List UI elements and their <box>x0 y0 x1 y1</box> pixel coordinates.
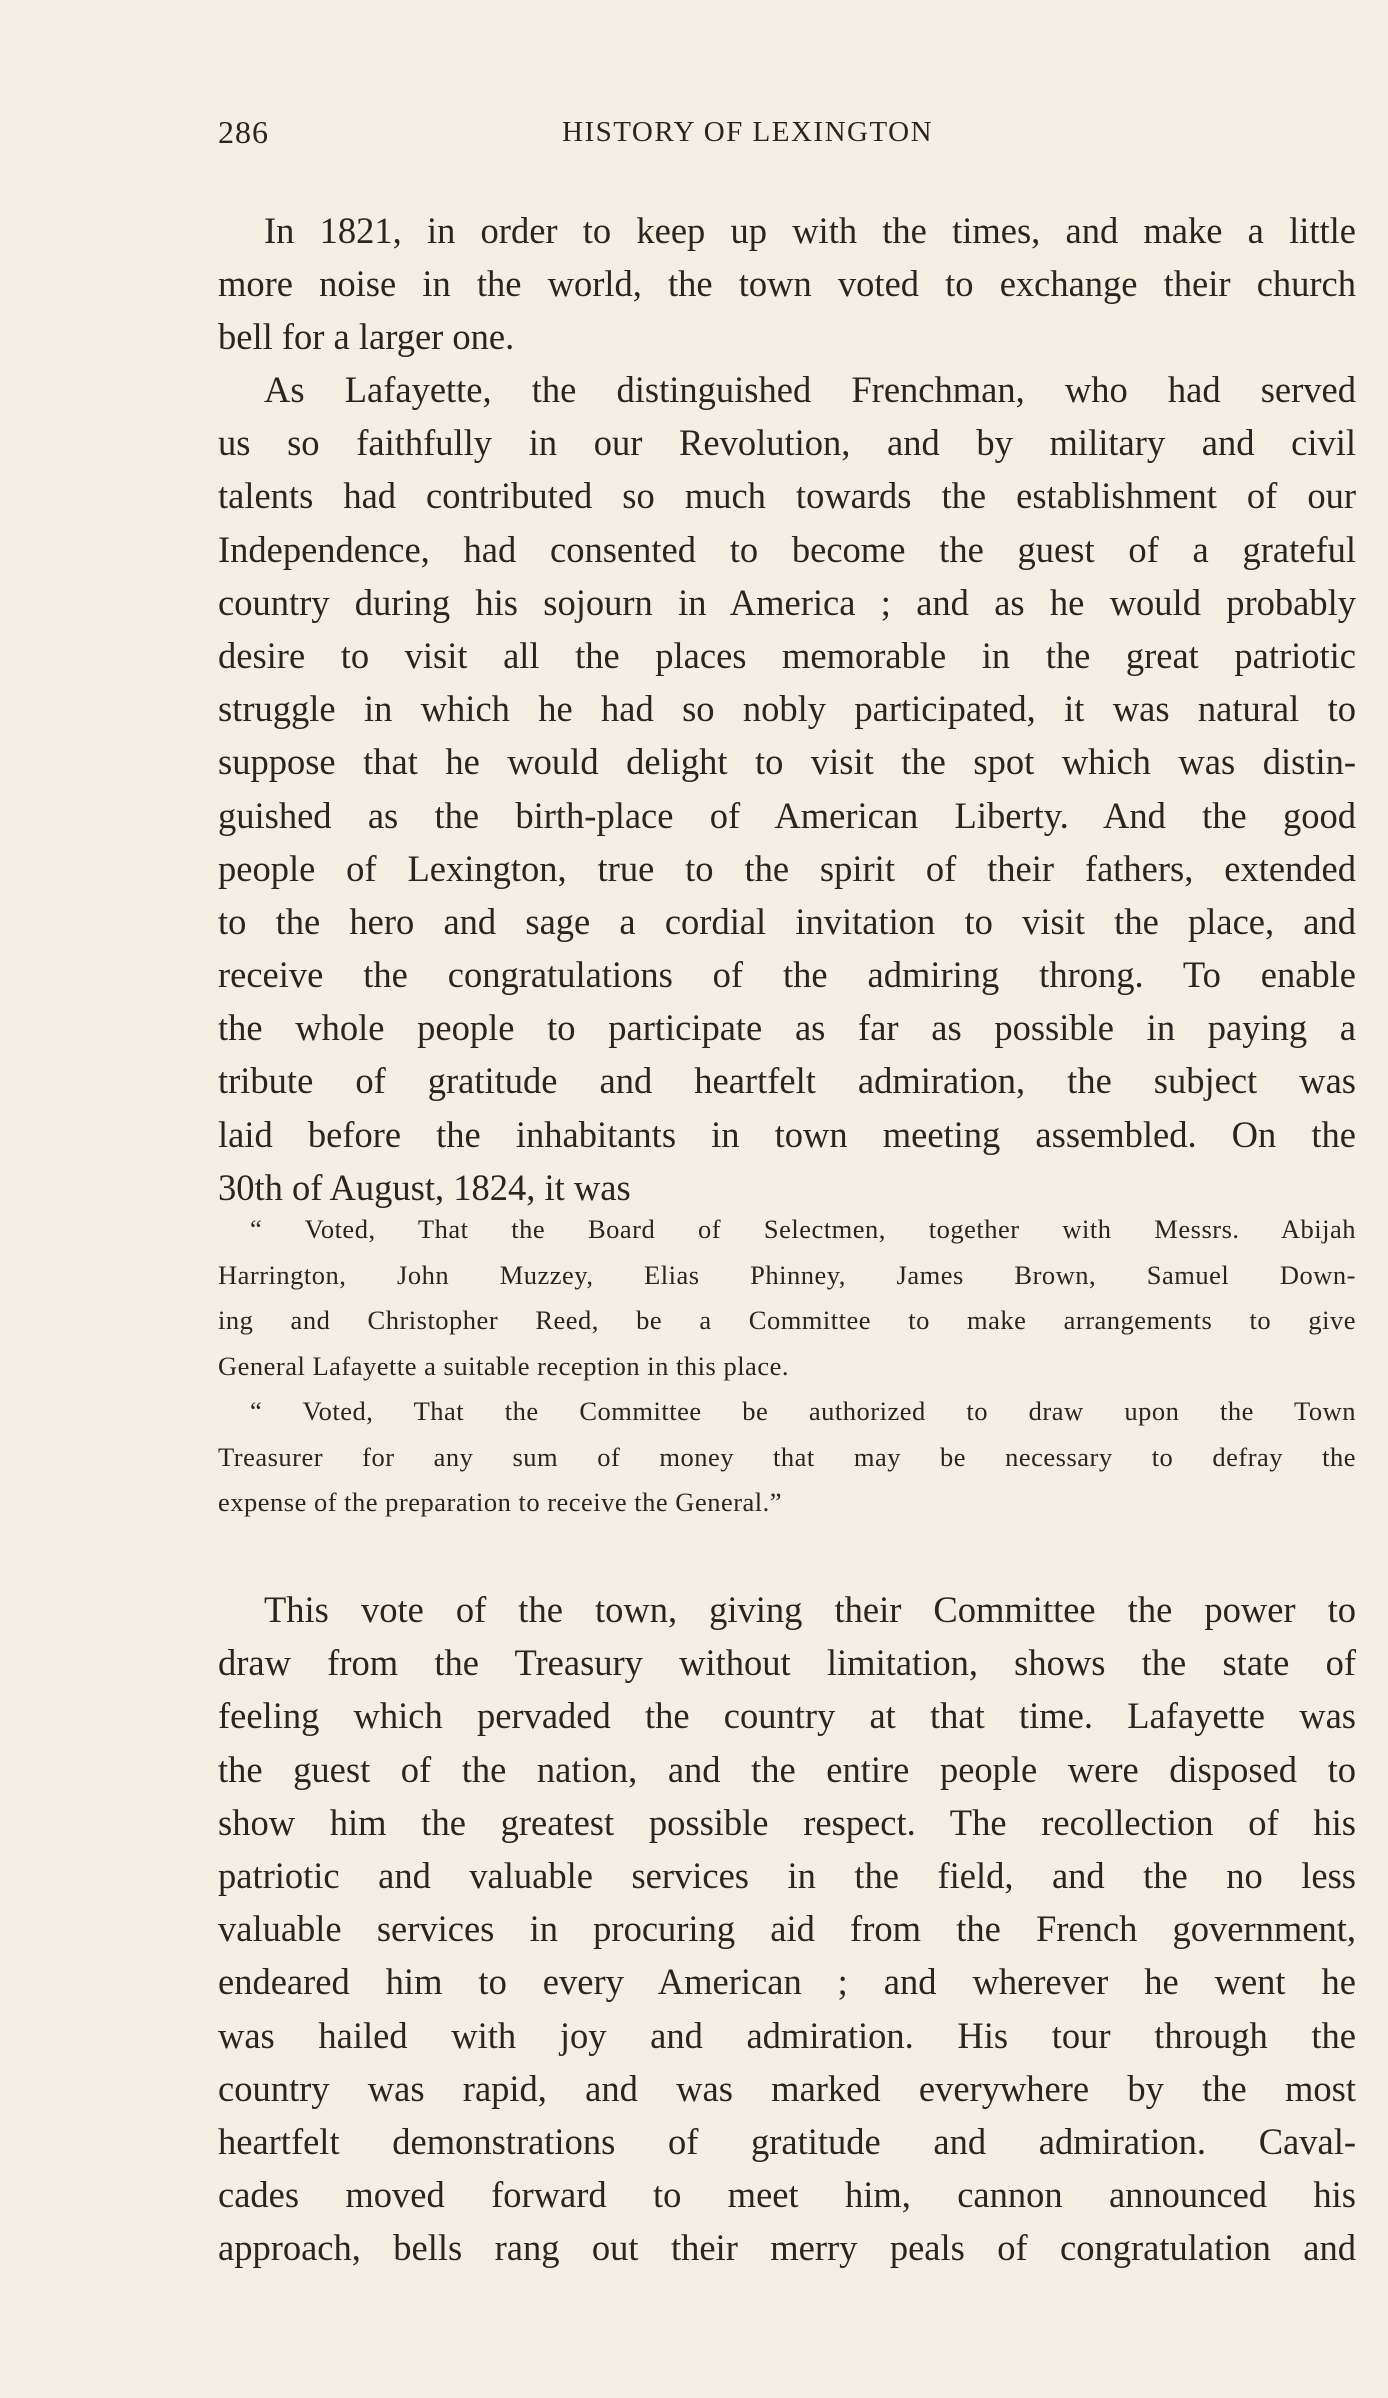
paragraph-lafayette-invitation <box>218 363 1356 1214</box>
quote-line: Harrington, John Muzzey, Elias Phinney, James Brown, Samuel Down- <box>218 1259 1356 1290</box>
text-line: patriotic and valuable services in the field, and the no less <box>218 1854 1356 1896</box>
page-number: 286 <box>218 114 269 150</box>
text-line: In 1821, in order to keep up with the times, and make a little <box>264 210 1356 251</box>
text-line: us so faithfully in our Revolution, and by military and civil <box>218 422 1356 464</box>
text-line: people of Lexington, true to the spirit of their fathers, extended <box>218 847 1356 889</box>
running-title: HISTORY OF LEXINGTON <box>562 116 934 148</box>
text-line: 30th of August, 1824, it was <box>218 1166 631 1208</box>
text-line: cades moved forward to meet him, cannon announced his <box>218 2174 1356 2216</box>
text-line: country during his sojourn in America ; and as he would probably <box>218 581 1356 623</box>
text-line: Independence, had consented to become the guest of a grateful <box>218 528 1356 570</box>
quote-line: General Lafayette a suitable reception in this place. <box>218 1350 789 1381</box>
quote-line: “ Voted, That the Committee be authorized to draw upon the Town <box>250 1396 1356 1426</box>
text-line: valuable services in procuring aid from the French government, <box>218 1908 1356 1950</box>
text-line: talents had contributed so much towards the establishment of our <box>218 475 1356 517</box>
quote-line: expense of the preparation to receive the General.” <box>218 1487 783 1517</box>
text-line: heartfelt demonstrations of gratitude and admiration. Caval- <box>218 2120 1356 2162</box>
text-line: the whole people to participate as far as possible in paying a <box>218 1007 1356 1049</box>
text-line: guished as the birth-place of American Liberty. And the good <box>218 794 1356 836</box>
text-line: feeling which pervaded the country at that time. Lafayette was <box>218 1695 1356 1737</box>
text-line: tribute of gratitude and heartfelt admiration, the subject was <box>218 1060 1356 1102</box>
text-line: laid before the inhabitants in town meeting assembled. On the <box>218 1113 1356 1155</box>
text-line: suppose that he would delight to visit the spot which was distin- <box>218 741 1356 783</box>
text-line: desire to visit all the places memorable in the great patriotic <box>218 634 1356 676</box>
text-line: was hailed with joy and admiration. His tour through the <box>218 2014 1356 2056</box>
text-line: endeared him to every American ; and wherever he went he <box>218 1961 1356 2003</box>
text-line: more noise in the world, the town voted to exchange their church <box>218 263 1356 305</box>
paragraph-church-bell <box>218 204 1356 364</box>
text-line: This vote of the town, giving their Committee the power to <box>264 1589 1356 1630</box>
quote-line: “ Voted, That the Board of Selectmen, together with Messrs. Abijah <box>250 1214 1356 1244</box>
text-line: show him the greatest possible respect. The recollection of his <box>218 1801 1356 1843</box>
text-line: country was rapid, and was marked everywhere by the most <box>218 2067 1356 2109</box>
text-line: receive the congratulations of the admiring throng. To enable <box>218 954 1356 996</box>
text-line: struggle in which he had so nobly participated, it was natural to <box>218 688 1356 730</box>
running-head <box>218 112 1018 152</box>
text-line: bell for a larger one. <box>218 316 515 358</box>
paragraph-nation-guest <box>218 1583 1356 2274</box>
text-line: the guest of the nation, and the entire people were disposed to <box>218 1748 1356 1790</box>
quote-line: ing and Christopher Reed, be a Committee to make arrangements to give <box>218 1305 1356 1335</box>
text-line: draw from the Treasury without limitation, shows the state of <box>218 1642 1356 1684</box>
text-line: to the hero and sage a cordial invitation to visit the place, and <box>218 900 1356 942</box>
text-line: approach, bells rang out their merry peals of congratulation and <box>218 2227 1356 2269</box>
quote-line: Treasurer for any sum of money that may be necessary to defray the <box>218 1441 1356 1472</box>
text-line: As Lafayette, the distinguished Frenchman, who had served <box>264 369 1356 410</box>
quoted-votes <box>218 1207 1356 1526</box>
